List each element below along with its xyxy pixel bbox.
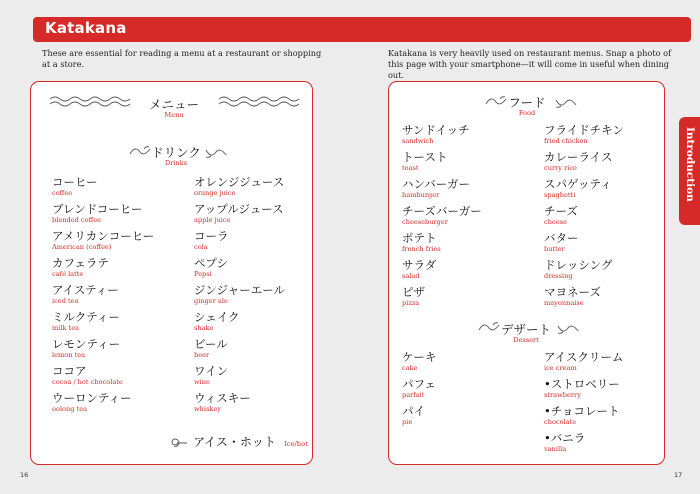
item-en: café latte	[52, 270, 84, 278]
list-item	[544, 205, 578, 226]
item-jp: ケーキ	[402, 350, 437, 364]
item-jp: レモンティー	[52, 337, 121, 351]
item-jp: ワイン	[194, 364, 229, 378]
item-jp: アメリカンコーヒー	[52, 229, 155, 243]
drinks-heading-jp: ドリンク	[151, 145, 201, 160]
item-en: dressing	[544, 272, 573, 280]
food-heading	[499, 96, 555, 117]
item-jp: アップルジュース	[194, 202, 284, 216]
list-item	[402, 205, 482, 226]
item-jp: ドレッシング	[544, 258, 613, 272]
item-en: french fries	[402, 245, 441, 253]
item-jp: トースト	[402, 150, 448, 164]
item-en: lemon tea	[52, 351, 86, 359]
list-item	[544, 259, 612, 280]
section-tab-introduction[interactable]	[679, 117, 700, 225]
page-number-right: 17	[674, 471, 683, 479]
item-jp: ウーロンティー	[52, 391, 132, 405]
menu-heading-en: Menu	[164, 111, 184, 119]
item-jp: アイスクリーム	[544, 350, 624, 364]
item-en: whiskey	[194, 405, 222, 413]
menu-heading	[131, 98, 217, 119]
swirl-ornament-icon	[170, 437, 188, 447]
title-banner	[33, 17, 691, 42]
list-item	[544, 151, 613, 172]
item-en: shake	[194, 324, 214, 332]
section-tab-label: Introduction	[684, 127, 696, 202]
list-item	[544, 178, 612, 199]
item-en: Pepsi	[194, 270, 212, 278]
list-item	[544, 351, 623, 372]
list-item	[52, 392, 132, 413]
list-item	[402, 178, 470, 199]
dessert-heading	[493, 323, 559, 344]
list-item	[52, 365, 123, 386]
item-en: blended coffee	[52, 216, 102, 224]
item-jp: カフェラテ	[52, 256, 109, 270]
item-jp: アイスティー	[52, 283, 119, 297]
food-heading-en: Food	[518, 109, 536, 117]
item-en: ginger ale	[194, 297, 228, 305]
list-item	[194, 392, 251, 413]
menu-heading-jp: メニュー	[148, 97, 199, 112]
item-en: chocolate	[544, 418, 577, 426]
intro-text-right: Katakana is very heavily used on restaurant menus. Snap a photo of this page with your smartphone—it will come in useful when dining out.	[388, 48, 672, 80]
item-jp: パイ	[402, 404, 425, 418]
item-jp: •バニラ	[544, 431, 586, 445]
drinks-heading	[143, 146, 209, 167]
item-en: oolong tea	[52, 405, 88, 413]
list-item	[402, 232, 441, 253]
list-item	[52, 230, 154, 251]
item-jp: ビール	[194, 337, 228, 351]
item-en: cola	[194, 243, 208, 251]
list-item	[402, 351, 437, 372]
list-item	[52, 311, 120, 332]
list-item	[402, 124, 470, 145]
list-item	[52, 284, 119, 305]
item-en: beer	[194, 351, 210, 359]
item-en: cake	[402, 364, 418, 372]
item-en: strawberry	[544, 391, 581, 399]
list-item	[544, 378, 620, 399]
drinks-card	[30, 81, 313, 465]
item-en: orange juice	[194, 189, 236, 197]
item-en: spaghetti	[544, 191, 576, 199]
ice-hot-en: Ice/hot	[284, 440, 309, 448]
item-jp: スパゲッティ	[544, 177, 612, 191]
item-en: pizza	[402, 299, 420, 307]
list-item	[194, 365, 228, 386]
list-item	[544, 232, 579, 253]
item-en: iced tea	[52, 297, 79, 305]
list-item	[194, 311, 240, 332]
item-en: cocoa / hot chocolate	[52, 378, 123, 386]
item-en: milk tea	[52, 324, 80, 332]
list-item	[52, 338, 120, 359]
item-en: curry rice	[544, 164, 577, 172]
list-item	[194, 203, 284, 224]
item-jp: ジンジャーエール	[194, 283, 285, 297]
list-item	[544, 124, 624, 145]
item-jp: ハンバーガー	[402, 177, 470, 191]
item-en: cheese	[544, 218, 568, 226]
ice-hot-jp: アイス・ホット	[193, 435, 276, 449]
intro-text-left: These are essential for reading a menu at a restaurant or shopping at a store.	[42, 48, 322, 69]
item-jp: ポテト	[402, 231, 437, 245]
list-item	[544, 432, 585, 453]
wavy-ornament-right	[217, 95, 301, 111]
item-en: American (coffee)	[52, 243, 112, 251]
list-item	[194, 338, 228, 359]
list-item	[194, 176, 284, 197]
list-item	[402, 151, 447, 172]
item-jp: コーラ	[194, 229, 229, 243]
item-en: pie	[402, 418, 413, 426]
list-item	[402, 378, 436, 399]
item-jp: ピザ	[402, 285, 425, 299]
item-jp: チーズバーガー	[402, 204, 482, 218]
item-en: apple juice	[194, 216, 231, 224]
item-jp: ミルクティー	[52, 310, 120, 324]
dessert-heading-jp: デザート	[500, 322, 551, 337]
item-jp: コーヒー	[52, 175, 98, 189]
item-en: sandwich	[402, 137, 434, 145]
item-en: mayonnaise	[544, 299, 584, 307]
item-jp: •ストロベリー	[544, 377, 620, 391]
item-jp: バター	[544, 231, 579, 245]
item-jp: ブレンドコーヒー	[52, 202, 143, 216]
list-item	[194, 257, 228, 278]
item-en: ice cream	[544, 364, 577, 372]
item-en: hamburger	[402, 191, 440, 199]
wavy-ornament-left	[48, 95, 132, 111]
list-item	[402, 286, 425, 307]
item-jp: •チョコレート	[544, 404, 620, 418]
item-en: fried chicken	[544, 137, 588, 145]
list-item	[544, 405, 619, 426]
ice-hot-note	[170, 431, 308, 450]
list-item	[402, 405, 425, 426]
item-jp: ウィスキー	[194, 391, 251, 405]
list-item	[194, 284, 285, 305]
drinks-heading-en: Drinks	[164, 159, 188, 167]
dessert-heading-en: Dessert	[513, 336, 539, 344]
item-jp: ココア	[52, 364, 87, 378]
item-en: parfait	[402, 391, 425, 399]
item-jp: チーズ	[544, 204, 578, 218]
item-en: cheeseburger	[402, 218, 448, 226]
item-jp: パフェ	[402, 377, 436, 391]
leaf-ornament-icon	[555, 96, 577, 108]
item-en: toast	[402, 164, 419, 172]
item-jp: カレーライス	[544, 150, 613, 164]
item-jp: サラダ	[402, 258, 437, 272]
list-item	[544, 286, 601, 307]
item-jp: サンドイッチ	[402, 123, 470, 137]
list-item	[402, 259, 436, 280]
item-jp: マヨネーズ	[544, 285, 601, 299]
item-jp: ペプシ	[194, 256, 229, 270]
page-number-left: 16	[20, 471, 29, 479]
food-card	[388, 81, 665, 465]
item-en: butter	[544, 245, 565, 253]
item-en: coffee	[52, 189, 73, 197]
list-item	[52, 203, 142, 224]
item-en: salad	[402, 272, 420, 280]
leaf-ornament-icon	[557, 322, 579, 334]
page-title: Katakana	[45, 19, 127, 37]
item-jp: フライドチキン	[544, 123, 625, 137]
list-item	[194, 230, 229, 251]
list-item	[52, 257, 109, 278]
food-heading-jp: フード	[508, 95, 546, 110]
item-jp: シェイク	[194, 310, 240, 324]
item-en: vanilla	[544, 445, 567, 453]
list-item	[52, 176, 98, 197]
item-en: wine	[194, 378, 210, 386]
item-jp: オレンジジュース	[194, 175, 285, 189]
